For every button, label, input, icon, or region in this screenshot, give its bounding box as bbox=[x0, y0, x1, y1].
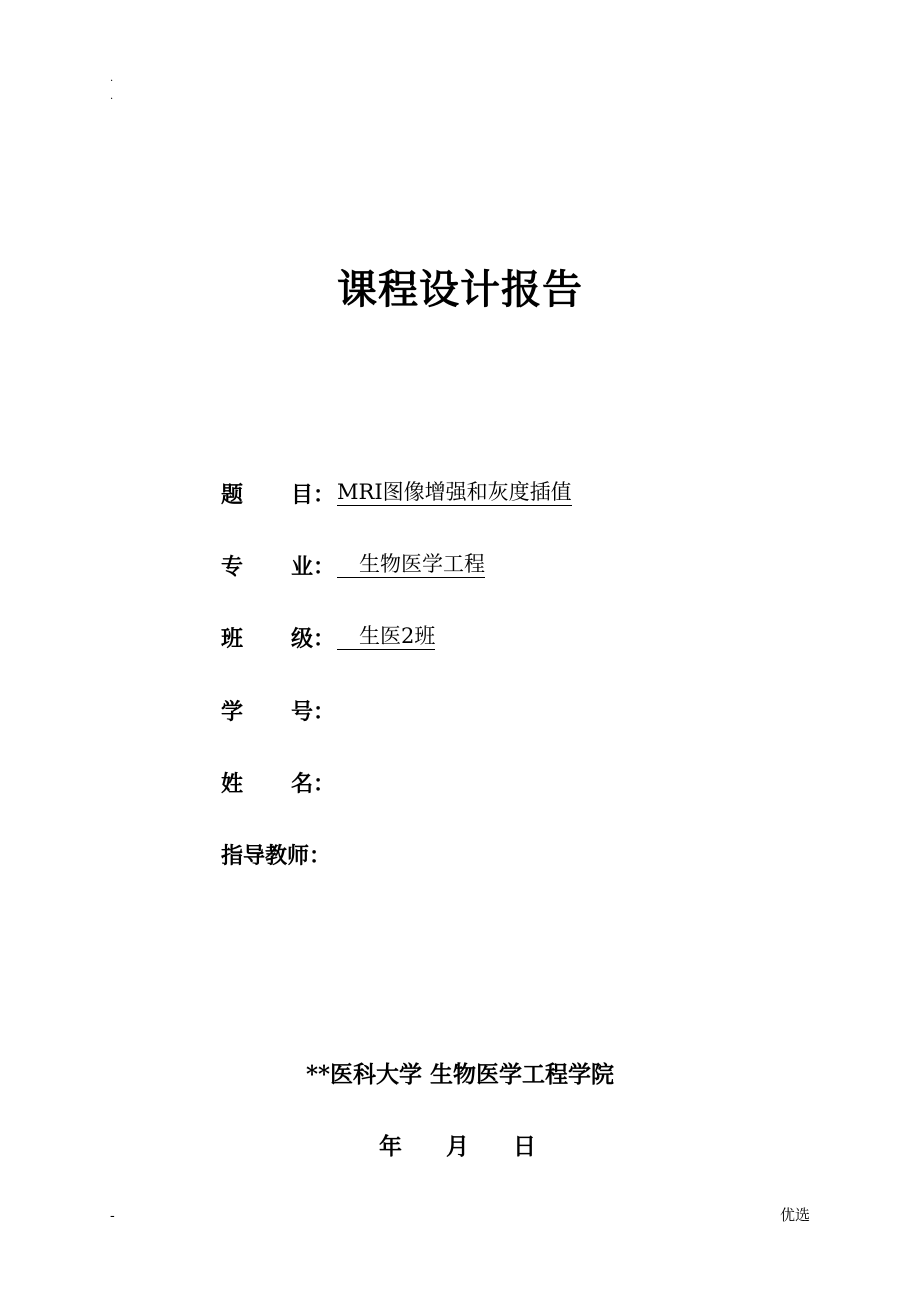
name-colon: ： bbox=[313, 770, 336, 797]
header-mark: . bbox=[110, 91, 114, 102]
date-year: 年 bbox=[379, 1133, 402, 1160]
class-value: 生医2班 bbox=[337, 624, 435, 650]
footer-left-mark: - bbox=[110, 1208, 115, 1224]
tutor-label: 指导教师 bbox=[221, 842, 310, 869]
topic-colon: ： bbox=[313, 481, 336, 508]
report-title: 课程设计报告 bbox=[337, 266, 583, 313]
major-label: 专 业 bbox=[221, 553, 313, 580]
major-field bbox=[221, 550, 485, 580]
student-id-colon: ： bbox=[313, 698, 336, 725]
class-colon: ： bbox=[313, 625, 336, 652]
major-value: 生物医学工程 bbox=[337, 552, 485, 578]
topic-label: 题 目 bbox=[221, 481, 313, 508]
name-field bbox=[221, 767, 337, 797]
class-field bbox=[221, 622, 435, 652]
tutor-field bbox=[221, 839, 333, 869]
institution-name: **医科大学 生物医学工程学院 bbox=[305, 1061, 615, 1088]
header-mark: . bbox=[110, 73, 114, 84]
date-day: 日 bbox=[513, 1133, 536, 1160]
topic-value: MRI图像增强和灰度插值 bbox=[337, 480, 572, 504]
class-label: 班 级 bbox=[221, 625, 313, 652]
name-label: 姓 名 bbox=[221, 770, 313, 797]
topic-field bbox=[221, 478, 572, 508]
student-id-field bbox=[221, 695, 337, 725]
footer-right-text: 优选 bbox=[780, 1206, 811, 1224]
tutor-colon: ： bbox=[309, 842, 332, 869]
date-line bbox=[379, 1128, 536, 1161]
major-colon: ： bbox=[313, 553, 336, 580]
student-id-label: 学 号 bbox=[221, 698, 313, 725]
date-month: 月 bbox=[446, 1133, 469, 1160]
